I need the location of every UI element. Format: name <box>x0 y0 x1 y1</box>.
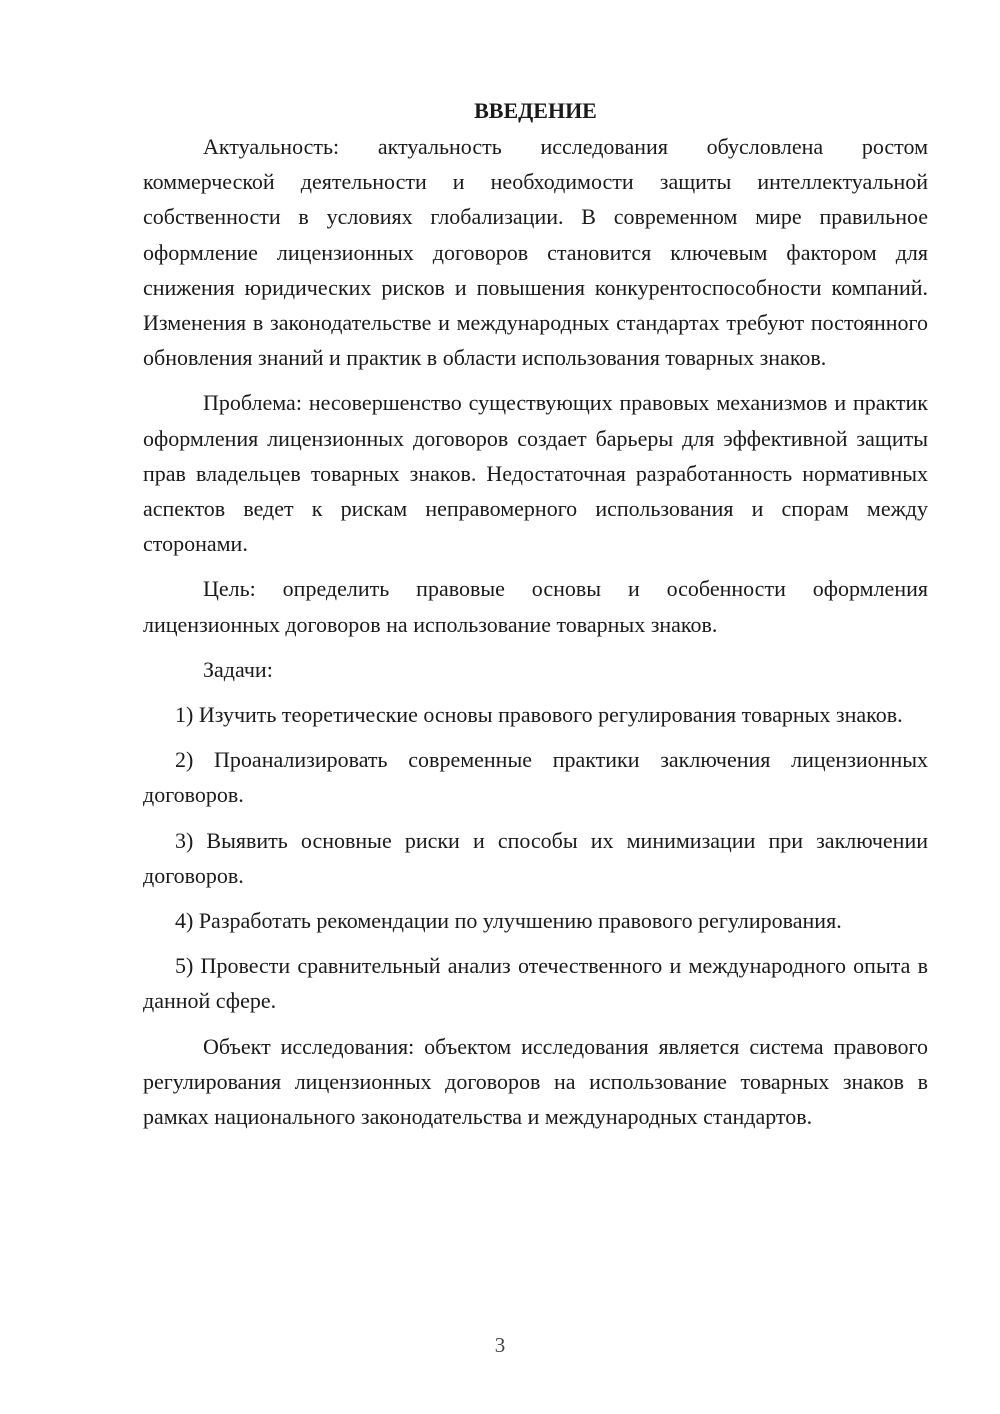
task-item: 4) Разработать рекомендации по улучшению правового регулирования. <box>175 908 842 934</box>
paragraph-object: Объект исследования: объектом исследования является система правового регулирования лицензионных договоров на использование товарных знаков в рамках национального законодательства и международных стандартов. <box>143 1033 928 1130</box>
paragraph-goal: Цель: определить правовые основы и особенности оформления лицензионных договоров на использование товарных знаков. <box>143 576 928 637</box>
task-item: 3) Выявить основные риски и способы их минимизации при заключении договоров. <box>143 827 928 888</box>
task-item: 1) Изучить теоретические основы правового регулирования товарных знаков. <box>175 702 903 728</box>
paragraph-relevance: Актуальность: актуальность исследования обусловлена ростом коммерческой деятельности и необходимости защиты интеллектуальной собственности в условиях глобализации. В современном мире правильное оформление лицензионных договоров становится ключевым фактором для снижения юридических рисков и повышения конкурентоспособности компаний. Изменения в законодательстве и международных стандартах требуют постоянного обновления знаний и практик в области использования товарных знаков. <box>143 134 928 371</box>
document-page <box>143 93 928 1144</box>
paragraph-problem: Проблема: несовершенство существующих правовых механизмов и практик оформления лицензионных договоров создает барьеры для эффективной защиты прав владельцев товарных знаков. Недостаточная разработанность нормативных аспектов ведет к рискам неправомерного использования и спорам между сторонами. <box>143 390 928 557</box>
section-title: ВВЕДЕНИЕ <box>474 98 597 123</box>
task-item: 5) Провести сравнительный анализ отечественного и международного опыта в данной сфере. <box>143 953 928 1014</box>
tasks-heading: Задачи: <box>203 656 273 682</box>
page-number: 3 <box>494 1333 506 1357</box>
task-item: 2) Проанализировать современные практики заключения лицензионных договоров. <box>143 747 928 808</box>
